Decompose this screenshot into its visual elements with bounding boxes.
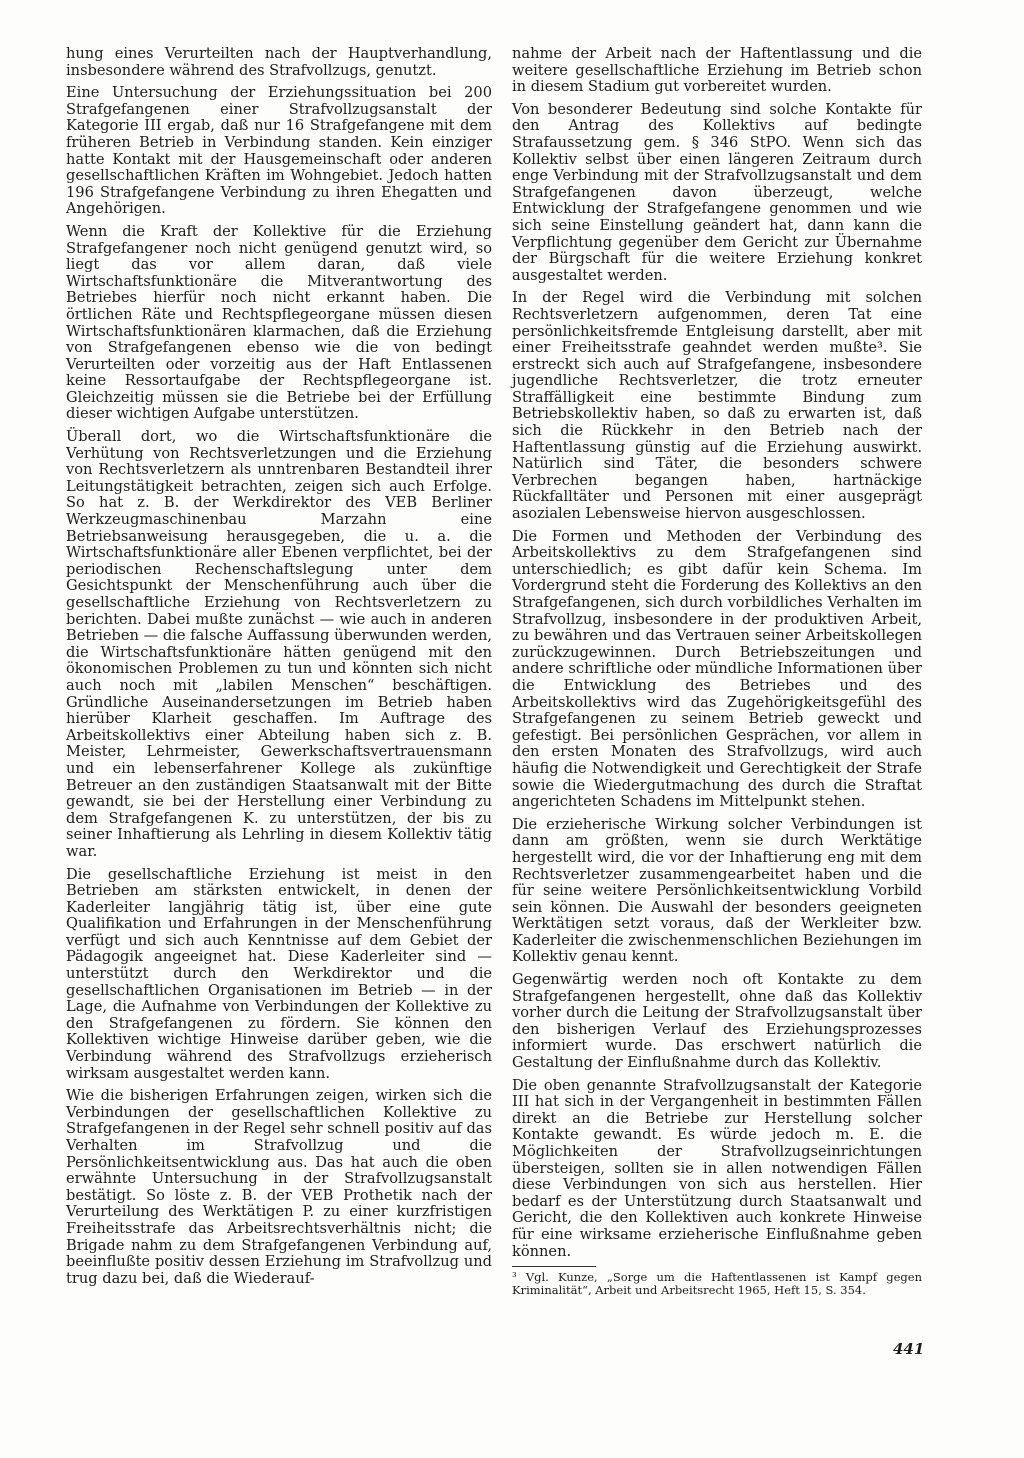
paragraph: Die erzieherische Wirkung solcher Verbindungen ist dann am größten, wenn sie durch Werktätige hergestellt wird, die vor der Inhaftierung eng mit dem Rechtsverletzer zusammengearbeitet haben und die für seine weitere Persönlichkeitsentwicklung Vorbild sein können. Die Auswahl der besonders geeigneten Werktätigen setzt voraus, daß der Werkleiter bzw. Kaderleiter die zwischenmenschlichen Beziehungen im Kollektiv genau kennt. [512,815,922,966]
paragraph: Wenn die Kraft der Kollektive für die Erziehung Strafgefangener noch nicht genügend genutzt wird, so liegt das vor allem daran, daß viele Wirtschaftsfunktionäre die Mitverantwortung des Betriebes hierfür noch nicht erkannt haben. Die örtlichen Räte und Rechtspflegeorgane müssen diesen Wirtschaftsfunktionären klarmachen, daß die Erziehung von Strafgefangenen ebenso wie die von bedingt Verurteilten oder vorzeitig aus der Haft Entlassenen keine Ressortaufgabe der Rechtspflegeorgane ist. Gleichzeitig müssen sie die Betriebe bei der Erfüllung dieser wichtigen Aufgabe unterstützen. [66,222,492,423]
paragraph: Eine Untersuchung der Erziehungssituation bei 200 Strafgefangenen einer Strafvollzugsanstalt der Kategorie III ergab, daß nur 16 Strafgefangene mit dem früheren Betrieb in Verbindung standen. Kein einziger hatte Kontakt mit der Hausgemeinschaft oder anderen gesellschaftlichen Kräften im Wohngebiet. Jedoch hatten 196 Strafgefangene Verbindung zu ihren Ehegatten und Angehörigen. [66,84,492,218]
paragraph: Die gesellschaftliche Erziehung ist meist in den Betrieben am stärksten entwickelt, in denen der Kaderleiter langjährig tätig ist, über eine gute Qualifikation und Erfahrungen in der Menschenführung verfügt und sich auch Kenntnisse auf dem Gebiet der Pädagogik angeeignet hat. Diese Kaderleiter sind — unterstützt durch den Werkdirektor und die gesellschaftlichen Organisationen im Betrieb — in der Lage, die Aufnahme von Verbindungen der Kollektive zu den Strafgefangenen zu fördern. Sie können den Kollektiven wichtige Hinweise darüber geben, wie die Verbindung während des Strafvollzugs erzieherisch wirksam ausgestaltet werden kann. [66,865,492,1082]
paragraph: In der Regel wird die Verbindung mit solchen Rechtsverletzern aufgenommen, deren Tat eine persönlichkeitsfremde Entgleisung darstellt, aber mit einer Freiheitsstrafe geahndet werden mußte³. Sie erstreckt sich auch auf Strafgefangene, insbesondere jugendliche Rechtsverletzer, die trotz erneuter Straffälligkeit eine bestimmte Bindung zum Betriebskollektiv haben, so daß zu erwarten ist, daß sich die Rückkehr in den Betrieb nach der Haftentlassung günstig auf die Erziehung auswirkt. Natürlich sind Täter, die besonders schwere Verbrechen begangen haben, hartnäckige Rückfalltäter und Personen mit einer ausgeprägt asozialen Lebensweise hiervon ausgeschlossen. [512,289,922,523]
paragraph: Überall dort, wo die Wirtschaftsfunktionäre die Verhütung von Rechtsverletzungen und die Erziehung von Rechtsverletzern als unntrenbaren Bestandteil ihrer Leitungstätigkeit betrachten, zeigen sich auch Erfolge. So hat z. B. der Werkdirektor des VEB Berliner Werkzeugmaschinenbau Marzahn eine Betriebsanweisung herausgegeben, die u. a. die Wirtschaftsfunktionäre aller Ebenen verpflichtet, bei der periodischen Rechenschaftslegung unter dem Gesichtspunkt der Menschenführung auch über die gesellschaftliche Erziehung von Rechtsverletzern zu berichten. Dabei mußte zunächst — wie auch in anderen Betrieben — die falsche Auffassung überwunden werden, die Wirtschaftsfunktionäre hätten genügend mit den ökonomischen Problemen zu tun und könnten sich nicht auch noch mit „labilen Menschen“ beschäftigen. Gründliche Auseinandersetzungen im Betrieb haben hierüber Klarheit geschaffen. Im Auftrage des Arbeitskollektivs einer Abteilung haben sich z. B. Meister, Lehrmeister, Gewerkschaftsvertrauensmann und ein lebenserfahrener Kollege als zukünftige Betreuer an den zuständigen Staatsanwalt mit der Bitte gewandt, sie bei der Herstellung einer Verbindung zu dem Strafgefangenen K. zu unterstützen, der bis zu seiner Inhaftierung als Lehrling in diesem Kollektiv tätig war. [66,428,492,860]
left-column [66,46,492,1293]
paragraph: Die Formen und Methoden der Verbindung des Arbeitskollektivs zu dem Strafgefangenen sind unterschiedlich; es gibt dafür kein Schema. Im Vordergrund steht die Forderung des Kollektivs an den Strafgefangenen, sich durch vorbildliches Verhalten im Strafvollzug, insbesondere in der produktiven Arbeit, zu bewähren und das Vertrauen seiner Arbeitskollegen zurückzugewinnen. Durch Betriebszeitungen und andere schriftliche oder mündliche Informationen über die Entwicklung des Betriebes und des Arbeitskollektivs wird das Zugehörigkeitsgefühl des Strafgefangenen zu seinem Betrieb geweckt und gefestigt. Bei persönlichen Gesprächen, vor allem in den ersten Monaten des Strafvollzugs, wird auch häufig die Notwendigkeit und Gerechtigkeit der Strafe sowie die Wiedergutmachung des durch die Straftat angerichteten Schadens im Mittelpunkt stehen. [512,527,922,811]
paragraph: Die oben genannte Strafvollzugsanstalt der Kategorie III hat sich in der Vergangenheit in bestimmten Fällen direkt an die Betriebe zur Herstellung solcher Kontakte gewandt. Es würde jedoch m. E. die Möglichkeiten der Strafvollzugseinrichtungen übersteigen, sollten sie in allen notwendigen Fällen diese Verbindungen von sich aus herstellen. Hier bedarf es der Unterstützung durch Staatsanwalt und Gericht, die den Kollektiven auch konkrete Hinweise für eine wirksame erzieherische Einflußnahme geben können. [512,1076,922,1260]
right-column [512,46,922,1297]
paragraph: Gegenwärtig werden noch oft Kontakte zu dem Strafgefangenen hergestellt, ohne daß das Kollektiv vorher durch die Leitung der Strafvollzugsanstalt über den bisherigen Verlauf des Erziehungsprozesses informiert wurde. Das erschwert natürlich die Gestaltung der Einflußnahme durch das Kollektiv. [512,971,922,1072]
paragraph: Von besonderer Bedeutung sind solche Kontakte für den Antrag des Kollektivs auf bedingte Strafaussetzung gem. § 346 StPO. Wenn sich das Kollektiv selbst über einen längeren Zeitraum durch enge Verbindung mit der Strafvollzugsanstalt und dem Strafgefangenen davon überzeugt, welche Entwicklung der Strafgefangene genommen und wie sich seine Einstellung geändert hat, dann kann die Verpflichtung gegenüber dem Gericht zur Übernahme der Bürgschaft für die weitere Erziehung konkret ausgestaltet werden. [512,100,922,284]
paragraph: hung eines Verurteilten nach der Hauptverhandlung, insbesondere während des Strafvollzugs, genutzt. [66,45,492,79]
paragraph: Wie die bisherigen Erfahrungen zeigen, wirken sich die Verbindungen der gesellschaftlichen Kollektive zu Strafgefangenen in der Regel sehr schnell positiv auf das Verhalten im Strafvollzug und die Persönlichkeitsentwicklung aus. Das hat auch die oben erwähnte Untersuchung in der Strafvollzugsanstalt bestätigt. So löste z. B. der VEB Prothetik nach der Verurteilung des Werktätigen P. zu einer kurzfristigen Freiheitsstrafe das Arbeitsrechtsverhältnis nicht; die Brigade nahm zu dem Strafgefangenen Verbindung auf, beeinflußte positiv dessen Erziehung im Strafvollzug und trug dazu bei, daß die Wiederauf- [66,1087,492,1287]
paragraph: nahme der Arbeit nach der Haftentlassung und die weitere gesellschaftliche Erziehung im Betrieb schon in diesem Stadium gut vorbereitet wurden. [512,45,922,96]
page-number: 441 [893,1340,925,1358]
footnote: ³ Vgl. Kunze, „Sorge um die Haftentlassenen ist Kampf gegen Kriminalität“, Arbeit und Arbeitsrecht 1965, Heft 15, S. 354. [512,1270,922,1298]
footnote-divider [512,1266,596,1267]
